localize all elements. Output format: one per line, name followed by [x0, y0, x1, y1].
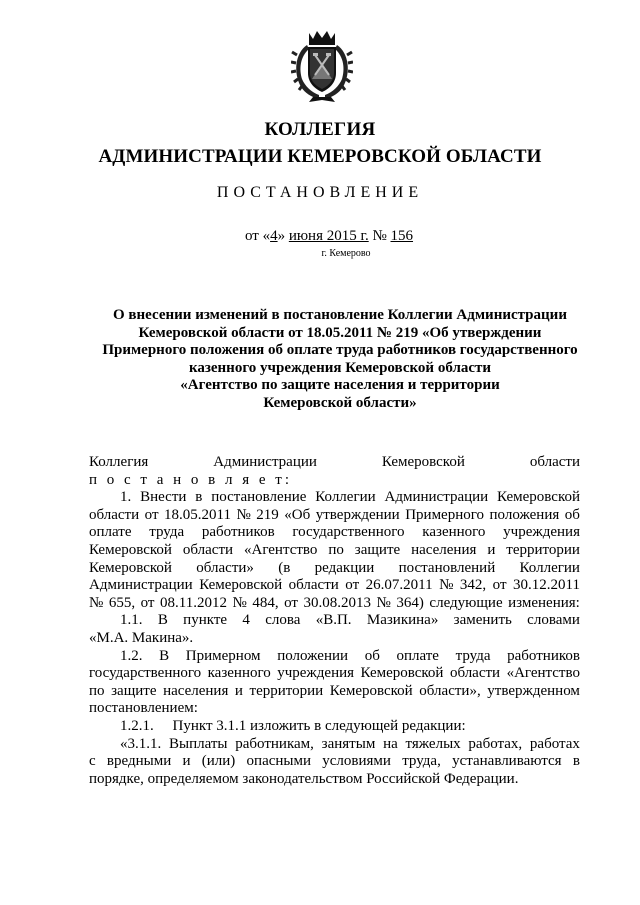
body-text-run: п о с т а н о в л я е т: [89, 471, 293, 488]
body-word: Кемеровской [89, 559, 172, 576]
body-word: 1.2. [120, 647, 143, 664]
coat-of-arms-icon [291, 29, 353, 103]
org-name-line1: КОЛЛЕГИЯ [264, 119, 376, 140]
body-word: № [376, 594, 391, 611]
body-text-run: порядке, определяемом законодательством Российской Федерации. [89, 770, 519, 787]
body-word: от [140, 594, 155, 611]
body-word: области [288, 577, 339, 594]
body-word: учреждения [277, 665, 355, 682]
body-line [89, 753, 580, 771]
body-word: труда [149, 524, 185, 541]
body-line [89, 612, 580, 630]
body-word: оплате [89, 524, 132, 541]
body-word: защите [354, 541, 401, 558]
document-type: ПОСТАНОВЛЕНИЕ [216, 184, 424, 201]
body-word: устанавливаются [452, 753, 562, 770]
body-word: работников [507, 647, 580, 664]
document-number: 156 [390, 228, 414, 244]
body-line [89, 507, 580, 525]
date-month-year: июня 2015 г. [288, 228, 369, 244]
body-word: № [89, 594, 104, 611]
body-text-run: 1.2.1. Пункт 3.1.1 изложить в следующей редакции: [120, 717, 466, 734]
body-word: Кемеровской [497, 489, 580, 506]
body-word: Кемеровской [89, 541, 172, 558]
body-line [89, 524, 580, 542]
body-word: об [564, 506, 580, 523]
body-word: пункте [183, 612, 228, 629]
body-word: № [232, 594, 247, 611]
body-word: Коллегии [519, 559, 580, 576]
body-word: «В.П. [315, 612, 352, 629]
body-line [89, 771, 580, 789]
body-word: области [449, 665, 501, 682]
body-word: работах, [468, 735, 523, 752]
body-word: Внести [140, 489, 187, 506]
body-word: и [487, 541, 496, 558]
body-word: области», [419, 682, 481, 699]
body-word: «Агентство [506, 665, 580, 682]
body-word: словами [527, 612, 580, 629]
body-word: постановление [211, 489, 307, 506]
body-word: от [492, 577, 507, 594]
body-word: 342, [459, 577, 487, 594]
body-line [89, 630, 580, 648]
body-word: и [182, 753, 191, 770]
body-word: утвержденном [487, 682, 580, 699]
body-word: от [144, 506, 159, 523]
title-line: Примерного положения об оплате труда работников государственного [102, 342, 578, 359]
body-word: В [159, 647, 170, 664]
body-word: Кемеровской [381, 454, 465, 470]
body-word: 4 [242, 612, 250, 629]
body-line [89, 595, 580, 613]
body-word: защите [111, 682, 157, 699]
body-word: государственного [292, 524, 405, 541]
body-word: Администрации [384, 489, 489, 506]
title-line: Кемеровской области» [263, 394, 417, 411]
body-word: условиями [322, 753, 391, 770]
body-word: «Об [284, 506, 311, 523]
body-word: с [89, 753, 96, 770]
body-word: 26.07.2011 [365, 577, 433, 594]
body-word: 30.08.2013 [303, 594, 372, 611]
body-word: 364) [396, 594, 424, 611]
body-line [89, 454, 580, 472]
body-line [89, 665, 580, 683]
body-word: об [364, 647, 380, 664]
body-word: следующие [429, 594, 503, 611]
body-word: Кемеровской [329, 682, 413, 699]
title-line: «Агентство по защите населения и территории [180, 377, 500, 394]
body-word: 655, [108, 594, 136, 611]
body-word: «Агентство [243, 541, 318, 558]
date-quote-close: » [277, 228, 286, 244]
body-word: положении [277, 647, 349, 664]
body-word: территории [249, 682, 324, 699]
body-word: 219 [256, 506, 279, 523]
body-word: слова [265, 612, 301, 629]
document-body [89, 454, 580, 788]
body-word: «3.1.1. [120, 735, 162, 752]
body-word: государственного [89, 665, 202, 682]
body-word: по [89, 682, 105, 699]
city: г. Кемерово [321, 248, 371, 259]
title-line: О внесении изменений в постановление Коллегии Администрации [113, 307, 567, 323]
body-word: области [182, 541, 234, 558]
body-line [89, 700, 580, 718]
body-line [89, 472, 580, 490]
body-word: 1.1. [120, 612, 143, 629]
body-word: территории [506, 541, 580, 558]
body-word: № [439, 577, 454, 594]
body-word: населения [163, 682, 229, 699]
date-prefix: от [244, 228, 259, 244]
body-text-run: «М.А. Макина». [89, 629, 194, 646]
body-word: Примерном [185, 647, 261, 664]
body-word: казенного [207, 665, 271, 682]
number-label: № [372, 228, 387, 244]
title-line: казенного учреждения Кемеровской области [188, 359, 492, 376]
body-word: оплате [396, 647, 439, 664]
body-word: казенного [422, 524, 486, 541]
body-word: от [284, 594, 298, 611]
body-word: № [236, 506, 251, 523]
body-text-run: постановлением: [89, 700, 198, 717]
body-line [89, 683, 580, 701]
body-word: Кемеровской [199, 577, 283, 594]
body-word: работникам, [235, 735, 314, 752]
document-title [60, 307, 620, 413]
body-line [89, 648, 580, 666]
body-word: изменения: [508, 594, 580, 611]
body-word: Кемеровской [360, 665, 444, 682]
body-word: и [234, 682, 243, 699]
body-word: (или) [201, 753, 236, 770]
body-word: в [195, 489, 203, 506]
body-line [89, 718, 580, 736]
body-word: заменить [453, 612, 512, 629]
title-line: Кемеровской области от 18.05.2011 № 219 «Об утверждении [138, 324, 542, 341]
body-word: Администрации [89, 577, 193, 594]
body-line [89, 736, 580, 754]
body-word: 484, [252, 594, 279, 611]
body-word: учреждения [503, 524, 580, 541]
body-word: Примерного [405, 506, 485, 523]
body-word: области [89, 506, 140, 523]
body-word: положения [489, 506, 560, 523]
body-word: труда [455, 647, 491, 664]
date-day: 4 [270, 228, 278, 244]
body-word: Мазикина» [366, 612, 439, 629]
body-line [89, 542, 580, 560]
body-word: 18.05.2011 [164, 506, 231, 523]
body-word: редакции [314, 559, 375, 576]
body-word: В [157, 612, 168, 629]
body-word: населения [411, 541, 477, 558]
body-word: 30.12.2011 [513, 577, 580, 594]
org-name-line2: АДМИНИСТРАЦИИ КЕМЕРОВСКОЙ ОБЛАСТИ [98, 146, 542, 167]
body-word: в [572, 753, 580, 770]
body-word: работников [201, 524, 275, 541]
body-line [89, 489, 580, 507]
body-word: 1. [120, 489, 132, 506]
body-word: Коллегии [315, 489, 376, 506]
date-quote-open: « [262, 228, 271, 244]
body-word: утверждении [315, 506, 400, 523]
body-word: (в [278, 559, 291, 576]
body-line [89, 560, 580, 578]
body-word: по [328, 541, 344, 558]
body-word: на [383, 735, 398, 752]
body-word: тяжелых [405, 735, 461, 752]
body-word: 08.11.2012 [160, 594, 227, 611]
body-word: работах [529, 735, 580, 752]
date-line [0, 228, 640, 245]
body-line [89, 577, 580, 595]
body-word: вредными [106, 753, 172, 770]
body-word: от [345, 577, 360, 594]
body-word: Администрации [213, 454, 317, 470]
body-word: постановлений [398, 559, 496, 576]
body-word: Выплаты [169, 735, 228, 752]
body-word: труда, [402, 753, 441, 770]
body-word: опасными [246, 753, 312, 770]
body-word: области [529, 454, 580, 470]
body-word: занятым [321, 735, 376, 752]
body-word: области» [196, 559, 254, 576]
body-word: Коллегия [89, 454, 149, 470]
